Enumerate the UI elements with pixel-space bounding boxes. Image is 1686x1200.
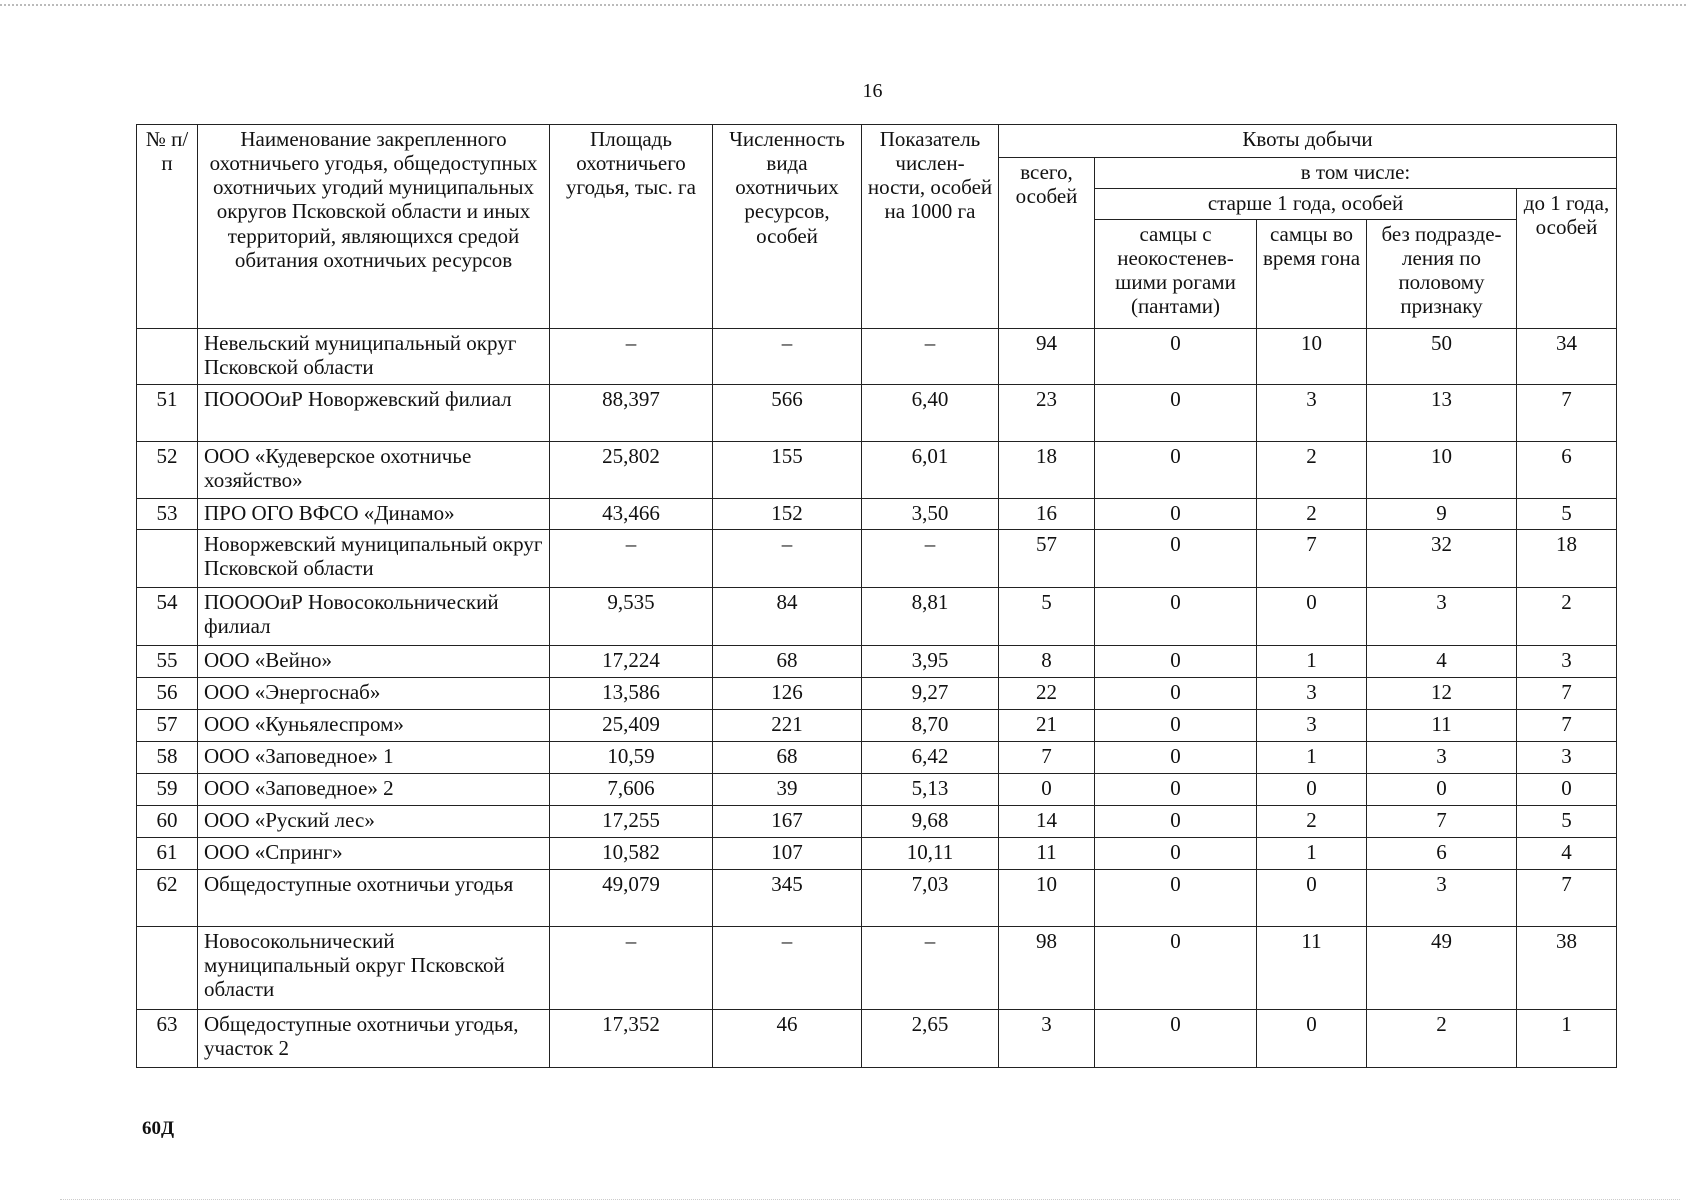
header-area: Площадь охотничьего угодья, тыс. га xyxy=(550,125,713,329)
cell-density: 2,65 xyxy=(862,1010,999,1068)
cell-area: 7,606 xyxy=(550,774,713,806)
cell-males-velvet: 0 xyxy=(1095,710,1257,742)
cell-num: 59 xyxy=(137,774,198,806)
cell-population: 167 xyxy=(713,806,862,838)
cell-area: 25,409 xyxy=(550,710,713,742)
cell-area: 49,079 xyxy=(550,870,713,927)
cell-area: 10,582 xyxy=(550,838,713,870)
cell-population: – xyxy=(713,927,862,1010)
cell-under1: 0 xyxy=(1517,774,1617,806)
header-including: в том числе: xyxy=(1095,158,1617,189)
cell-density: 6,42 xyxy=(862,742,999,774)
cell-area: – xyxy=(550,927,713,1010)
cell-total: 8 xyxy=(999,646,1095,678)
cell-population: 152 xyxy=(713,499,862,530)
cell-name: Общедоступные охотничьи угодья xyxy=(198,870,550,927)
cell-under1: 5 xyxy=(1517,499,1617,530)
cell-no-sex: 3 xyxy=(1367,742,1517,774)
cell-area: 43,466 xyxy=(550,499,713,530)
cell-population: 39 xyxy=(713,774,862,806)
cell-males-rut: 3 xyxy=(1257,710,1367,742)
cell-total: 98 xyxy=(999,927,1095,1010)
cell-no-sex: 7 xyxy=(1367,806,1517,838)
cell-density: 8,70 xyxy=(862,710,999,742)
cell-no-sex: 0 xyxy=(1367,774,1517,806)
cell-density: 9,27 xyxy=(862,678,999,710)
cell-area: – xyxy=(550,329,713,385)
cell-males-rut: 0 xyxy=(1257,774,1367,806)
cell-area: – xyxy=(550,530,713,588)
cell-under1: 7 xyxy=(1517,385,1617,442)
cell-total: 22 xyxy=(999,678,1095,710)
cell-name: ПРО ОГО ВФСО «Динамо» xyxy=(198,499,550,530)
cell-density: 10,11 xyxy=(862,838,999,870)
cell-population: 221 xyxy=(713,710,862,742)
cell-males-velvet: 0 xyxy=(1095,329,1257,385)
cell-num: 63 xyxy=(137,1010,198,1068)
header-name: Наименование закрепленного охотничьего угодья, общедоступных охотничьих угодий муниципальных округов Псковской области и иных территорий, являющихся средой обитания охотничьих ресурсов xyxy=(198,125,550,329)
cell-under1: 4 xyxy=(1517,838,1617,870)
cell-no-sex: 10 xyxy=(1367,442,1517,499)
cell-num: 56 xyxy=(137,678,198,710)
cell-no-sex: 32 xyxy=(1367,530,1517,588)
cell-males-velvet: 0 xyxy=(1095,806,1257,838)
cell-name: Общедоступные охотничьи угодья, участок 2 xyxy=(198,1010,550,1068)
page-number: 16 xyxy=(862,80,883,102)
table-row xyxy=(137,442,1617,499)
table-row xyxy=(137,1010,1617,1068)
cell-males-velvet: 0 xyxy=(1095,499,1257,530)
cell-no-sex: 3 xyxy=(1367,588,1517,646)
cell-area: 9,535 xyxy=(550,588,713,646)
cell-density: 6,01 xyxy=(862,442,999,499)
cell-population: – xyxy=(713,530,862,588)
cell-name: ПООООиР Новоржевский филиал xyxy=(198,385,550,442)
cell-no-sex: 6 xyxy=(1367,838,1517,870)
cell-area: 10,59 xyxy=(550,742,713,774)
cell-density: 3,50 xyxy=(862,499,999,530)
header-older: старше 1 года, особей xyxy=(1095,189,1517,220)
cell-density: – xyxy=(862,329,999,385)
cell-total: 21 xyxy=(999,710,1095,742)
cell-no-sex: 2 xyxy=(1367,1010,1517,1068)
table-row xyxy=(137,499,1617,530)
table-body xyxy=(137,329,1617,1068)
cell-total: 10 xyxy=(999,870,1095,927)
cell-under1: 6 xyxy=(1517,442,1617,499)
cell-density: 6,40 xyxy=(862,385,999,442)
cell-males-rut: 11 xyxy=(1257,927,1367,1010)
cell-under1: 3 xyxy=(1517,742,1617,774)
cell-males-rut: 3 xyxy=(1257,678,1367,710)
cell-males-rut: 2 xyxy=(1257,499,1367,530)
scan-edge-top xyxy=(0,4,1686,6)
cell-total: 11 xyxy=(999,838,1095,870)
cell-under1: 2 xyxy=(1517,588,1617,646)
table-row xyxy=(137,870,1617,927)
cell-no-sex: 13 xyxy=(1367,385,1517,442)
cell-males-velvet: 0 xyxy=(1095,588,1257,646)
cell-males-rut: 3 xyxy=(1257,385,1367,442)
cell-area: 88,397 xyxy=(550,385,713,442)
table-row xyxy=(137,588,1617,646)
cell-density: 5,13 xyxy=(862,774,999,806)
cell-males-velvet: 0 xyxy=(1095,774,1257,806)
cell-males-velvet: 0 xyxy=(1095,530,1257,588)
cell-density: 7,03 xyxy=(862,870,999,927)
cell-males-rut: 1 xyxy=(1257,742,1367,774)
table-row xyxy=(137,774,1617,806)
cell-name: ООО «Кудеверское охотничье хозяйство» xyxy=(198,442,550,499)
table-row xyxy=(137,530,1617,588)
cell-name: ООО «Заповедное» 1 xyxy=(198,742,550,774)
cell-num xyxy=(137,329,198,385)
cell-males-rut: 2 xyxy=(1257,442,1367,499)
cell-no-sex: 50 xyxy=(1367,329,1517,385)
cell-no-sex: 11 xyxy=(1367,710,1517,742)
cell-population: 155 xyxy=(713,442,862,499)
cell-under1: 34 xyxy=(1517,329,1617,385)
cell-population: 46 xyxy=(713,1010,862,1068)
cell-name: ООО «Руский лес» xyxy=(198,806,550,838)
cell-name: ПООООиР Новосокольнический филиал xyxy=(198,588,550,646)
cell-total: 23 xyxy=(999,385,1095,442)
cell-males-rut: 2 xyxy=(1257,806,1367,838)
cell-total: 18 xyxy=(999,442,1095,499)
cell-males-velvet: 0 xyxy=(1095,678,1257,710)
cell-males-rut: 1 xyxy=(1257,838,1367,870)
cell-population: – xyxy=(713,329,862,385)
cell-under1: 38 xyxy=(1517,927,1617,1010)
cell-under1: 3 xyxy=(1517,646,1617,678)
cell-density: 8,81 xyxy=(862,588,999,646)
header-total: всего, особей xyxy=(999,158,1095,329)
cell-males-velvet: 0 xyxy=(1095,927,1257,1010)
cell-under1: 1 xyxy=(1517,1010,1617,1068)
cell-total: 14 xyxy=(999,806,1095,838)
cell-under1: 7 xyxy=(1517,678,1617,710)
cell-name: Невельский муниципальный округ Псковской области xyxy=(198,329,550,385)
cell-density: – xyxy=(862,530,999,588)
cell-name: ООО «Спринг» xyxy=(198,838,550,870)
cell-name: ООО «Куньялеспром» xyxy=(198,710,550,742)
cell-no-sex: 49 xyxy=(1367,927,1517,1010)
cell-under1: 7 xyxy=(1517,710,1617,742)
table-row xyxy=(137,710,1617,742)
cell-density: 9,68 xyxy=(862,806,999,838)
cell-males-rut: 0 xyxy=(1257,1010,1367,1068)
cell-num xyxy=(137,927,198,1010)
header-under1: до 1 года, особей xyxy=(1517,189,1617,329)
cell-total: 5 xyxy=(999,588,1095,646)
cell-population: 84 xyxy=(713,588,862,646)
cell-males-rut: 0 xyxy=(1257,870,1367,927)
cell-no-sex: 3 xyxy=(1367,870,1517,927)
header-quota-group: Квоты добычи xyxy=(999,125,1617,158)
cell-under1: 18 xyxy=(1517,530,1617,588)
cell-males-rut: 10 xyxy=(1257,329,1367,385)
cell-total: 57 xyxy=(999,530,1095,588)
quota-table xyxy=(136,124,1617,1068)
cell-population: 107 xyxy=(713,838,862,870)
table-row xyxy=(137,806,1617,838)
cell-under1: 5 xyxy=(1517,806,1617,838)
cell-name: Новосокольнический муниципальный округ Псковской области xyxy=(198,927,550,1010)
cell-num: 53 xyxy=(137,499,198,530)
table-row xyxy=(137,646,1617,678)
cell-num: 55 xyxy=(137,646,198,678)
cell-total: 7 xyxy=(999,742,1095,774)
cell-no-sex: 4 xyxy=(1367,646,1517,678)
cell-area: 17,255 xyxy=(550,806,713,838)
cell-area: 25,802 xyxy=(550,442,713,499)
cell-num: 62 xyxy=(137,870,198,927)
cell-num: 61 xyxy=(137,838,198,870)
cell-num: 57 xyxy=(137,710,198,742)
cell-total: 0 xyxy=(999,774,1095,806)
cell-no-sex: 9 xyxy=(1367,499,1517,530)
cell-population: 68 xyxy=(713,646,862,678)
cell-name: ООО «Вейно» xyxy=(198,646,550,678)
cell-density: – xyxy=(862,927,999,1010)
cell-num: 60 xyxy=(137,806,198,838)
header-males-velvet: самцы с неокостенев-шими рогами (пантами) xyxy=(1095,220,1257,329)
table-row xyxy=(137,329,1617,385)
cell-total: 94 xyxy=(999,329,1095,385)
cell-area: 17,352 xyxy=(550,1010,713,1068)
cell-num xyxy=(137,530,198,588)
cell-total: 3 xyxy=(999,1010,1095,1068)
header-num: № п/п xyxy=(137,125,198,329)
table-row xyxy=(137,838,1617,870)
header-population: Численность вида охотничьих ресурсов, особей xyxy=(713,125,862,329)
cell-total: 16 xyxy=(999,499,1095,530)
cell-density: 3,95 xyxy=(862,646,999,678)
table-row xyxy=(137,742,1617,774)
cell-males-velvet: 0 xyxy=(1095,385,1257,442)
cell-population: 126 xyxy=(713,678,862,710)
cell-name: ООО «Заповедное» 2 xyxy=(198,774,550,806)
cell-name: Новоржевский муниципальный округ Псковской области xyxy=(198,530,550,588)
cell-males-rut: 0 xyxy=(1257,588,1367,646)
table-header xyxy=(137,125,1617,329)
cell-no-sex: 12 xyxy=(1367,678,1517,710)
header-no-sex: без подразде-ления по половому признаку xyxy=(1367,220,1517,329)
cell-population: 68 xyxy=(713,742,862,774)
cell-num: 51 xyxy=(137,385,198,442)
cell-males-velvet: 0 xyxy=(1095,870,1257,927)
cell-males-velvet: 0 xyxy=(1095,646,1257,678)
cell-males-velvet: 0 xyxy=(1095,742,1257,774)
header-males-rut: самцы во время гона xyxy=(1257,220,1367,329)
cell-males-rut: 7 xyxy=(1257,530,1367,588)
table-row xyxy=(137,927,1617,1010)
cell-males-velvet: 0 xyxy=(1095,442,1257,499)
cell-population: 345 xyxy=(713,870,862,927)
cell-num: 52 xyxy=(137,442,198,499)
cell-under1: 7 xyxy=(1517,870,1617,927)
header-density: Показатель числен-ности, особей на 1000 га xyxy=(862,125,999,329)
cell-males-velvet: 0 xyxy=(1095,838,1257,870)
cell-name: ООО «Энергоснаб» xyxy=(198,678,550,710)
cell-num: 58 xyxy=(137,742,198,774)
cell-area: 17,224 xyxy=(550,646,713,678)
table-row xyxy=(137,385,1617,442)
cell-num: 54 xyxy=(137,588,198,646)
cell-males-rut: 1 xyxy=(1257,646,1367,678)
footer-code: 60Д xyxy=(142,1118,175,1139)
cell-area: 13,586 xyxy=(550,678,713,710)
cell-males-velvet: 0 xyxy=(1095,1010,1257,1068)
cell-population: 566 xyxy=(713,385,862,442)
table-row xyxy=(137,678,1617,710)
